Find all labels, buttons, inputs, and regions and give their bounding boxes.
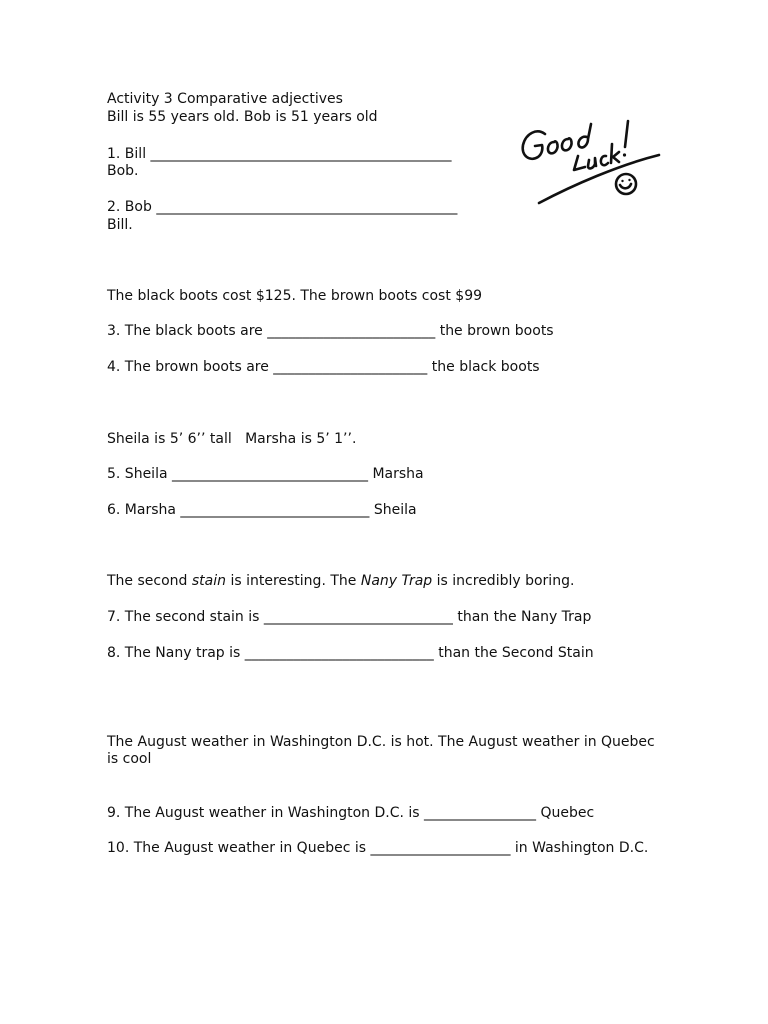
question-2: 2. Bob ___________________________________________ [107,199,458,215]
section-5-intro-continuation: is cool [107,751,152,767]
question-10: 10. The August weather in Quebec is ____________________ in Washington D.C. [107,840,649,856]
question-4: 4. The brown boots are ______________________ the black boots [107,359,540,375]
question-6: 6. Marsha ___________________________ Sheila [107,502,417,518]
intro-title-stain: stain [191,573,226,589]
question-1-continuation: Bob. [107,163,139,179]
question-1: 1. Bill ___________________________________________ [107,146,452,162]
question-9: 9. The August weather in Washington D.C. is ________________ Quebec [107,805,595,821]
question-2-continuation: Bill. [107,217,133,233]
question-3: 3. The black boots are ________________________ the brown boots [107,323,554,339]
question-5: 5. Sheila ____________________________ Marsha [107,466,424,482]
worksheet-title: Activity 3 Comparative adjectives [107,91,343,107]
good-luck-doodle [515,115,665,210]
section-1-intro: Bill is 55 years old. Bob is 51 years old [107,109,378,125]
section-3-intro: Sheila is 5’ 6’’ tall Marsha is 5’ 1’’. [107,431,357,447]
section-2-intro: The black boots cost $125. The brown boots cost $99 [107,288,483,304]
intro-text: The second [107,573,192,589]
section-4-intro [107,573,574,591]
intro-text: is interesting. The [226,573,361,589]
intro-text: is incredibly boring. [432,573,575,589]
question-7: 7. The second stain is ___________________________ than the Nany Trap [107,609,592,625]
section-5-intro: The August weather in Washington D.C. is hot. The August weather in Quebec [107,734,655,750]
intro-title-nany-trap: Nany Trap [360,573,433,589]
question-8: 8. The Nany trap is ___________________________ than the Second Stain [107,645,594,661]
